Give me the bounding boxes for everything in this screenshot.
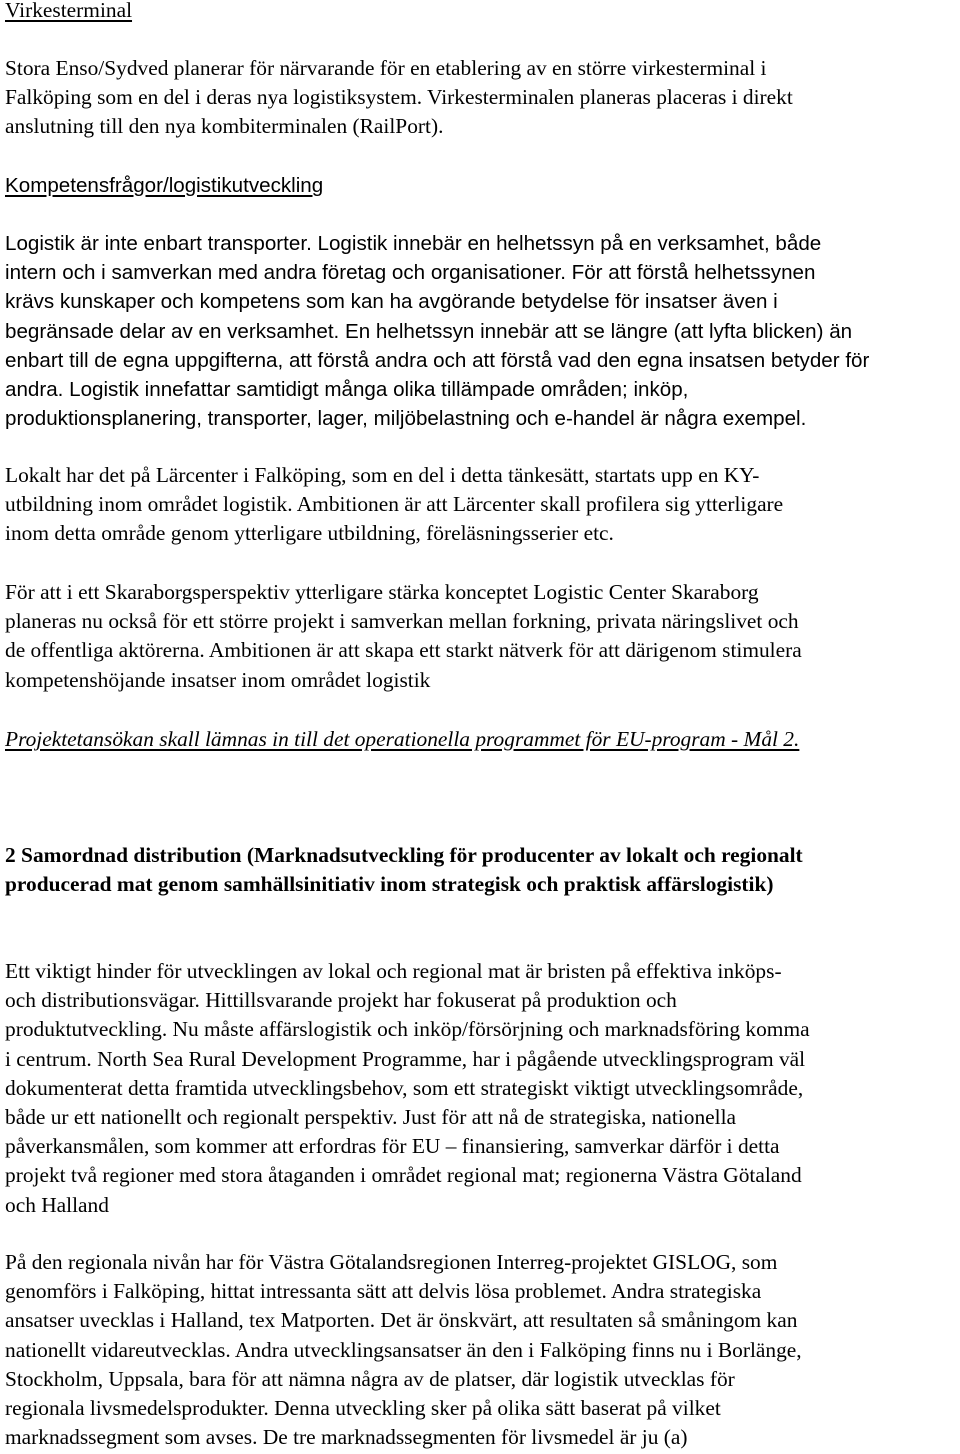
text-line: Stockholm, Uppsala, bara för att nämna några av de platser, där logistik utvecklas för	[5, 1366, 735, 1391]
text-line: Falköping som en del i deras nya logistiksystem. Virkesterminalen planeras placeras i direkt	[5, 85, 793, 110]
text-line: enbart till de egna uppgifterna, att förstå andra och att förstå vad den egna insatsen betyder för	[5, 348, 870, 372]
paragraph-regionala	[5, 1248, 802, 1452]
heading-section-2	[5, 841, 803, 899]
paragraph-lokalt	[5, 461, 783, 549]
text-line: genomförs i Falköping, hittat intressanta sätt att delvis lösa problemet. Andra strategiska	[5, 1279, 762, 1304]
text-line: Logistik är inte enbart transporter. Logistik innebär en helhetssyn på en verksamhet, både	[5, 232, 822, 255]
text-line: produktionsplanering, transporter, lager, miljöbelastning och e-handel är några exempel.	[5, 407, 807, 431]
text-line: ansatser uvecklas i Halland, tex Matporten. Det är önskvärt, att resultaten så småningom kan	[5, 1308, 798, 1333]
text-line: och distributionsvägar. Hittillsvarande projekt har fokuserat på produktion och	[5, 988, 677, 1013]
text-line: och Halland	[5, 1192, 109, 1217]
text-line: planeras nu också för ett större projekt i samverkan mellan forkning, privata näringslivet och	[5, 609, 799, 634]
paragraph-virkesterminal	[5, 54, 793, 142]
text-line: både ur ett nationellt och regionalt perspektiv. Just för att nå de strategiska, nationella	[5, 1105, 737, 1130]
heading-virkesterminal: Virkesterminal	[5, 0, 133, 22]
text-line: påverkansmålen, som kommer att erfordras för EU – finansiering, samverkar därför i detta	[5, 1134, 780, 1159]
text-line: projekt två regioner med stora åtaganden i området regional mat; regionerna Västra Götaland	[5, 1163, 802, 1188]
text-line: inom detta område genom ytterligare utbildning, föreläsningsserier etc.	[5, 521, 614, 546]
text-line: de offentliga aktörerna. Ambitionen är att skapa ett starkt nätverk för att därigenom stimulera	[5, 638, 802, 663]
heading-kompetens: Kompetensfrågor/logistikutveckling	[5, 174, 324, 197]
text-line: Ett viktigt hinder för utvecklingen av lokal och regional mat är bristen på effektiva inköps-	[5, 959, 782, 983]
text-line: intern och i samverkan med andra företag och organisationer. För att förstå helhetssynen	[5, 261, 816, 285]
text-line: nationellt vidareutvecklas. Andra utvecklingsansatser än den i Falköping finns nu i Borlänge,	[5, 1337, 802, 1362]
paragraph-skaraborg	[5, 578, 802, 695]
text-line: kompetenshöjande insatser inom området logistik	[5, 667, 431, 692]
text-line: dokumenterat detta framtida utvecklingsbehov, som ett strategiskt viktigt utvecklingsområde,	[5, 1075, 804, 1100]
text-line: produktutveckling. Nu måste affärslogistik och inköp/försörjning och marknadsföring komma	[5, 1017, 810, 1042]
note-eu-application: Projektetansökan skall lämnas in till det operationella programmet för EU-program - Mål 2.	[5, 727, 800, 751]
text-line: krävs kunskaper och kompetens som kan ha avgörande betydelse för insatser även i	[5, 290, 778, 314]
text-line: 2 Samordnad distribution (Marknadsutveckling för producenter av lokalt och regionalt	[5, 843, 803, 867]
text-line: För att i ett Skaraborgsperspektiv ytterligare stärka konceptet Logistic Center Skaraborg	[5, 580, 759, 604]
text-line: Lokalt har det på Lärcenter i Falköping, som en del i detta tänkesätt, startats upp en KY-	[5, 463, 760, 487]
paragraph-logistik	[5, 229, 869, 433]
text-line: andra. Logistik innefattar samtidigt många olika tillämpade områden; inköp,	[5, 378, 689, 402]
paragraph-hinder	[5, 957, 810, 1220]
text-line: producerad mat genom samhällsinitiativ inom strategisk och praktisk affärslogistik)	[5, 872, 774, 897]
text-line: utbildning inom området logistik. Ambitionen är att Lärcenter skall profilera sig ytterligare	[5, 492, 784, 517]
text-line: anslutning till den nya kombiterminalen (RailPort).	[5, 114, 444, 139]
text-line: marknadssegment som avses. De tre marknadssegmenten för livsmedel är ju (a)	[5, 1425, 688, 1450]
text-line: Stora Enso/Sydved planerar för närvarande för en etablering av en större virkesterminal i	[5, 56, 767, 80]
text-line: regionala livsmedelsprodukter. Denna utveckling sker på olika sätt baserat på vilket	[5, 1396, 721, 1421]
text-line: På den regionala nivån har för Västra Götalandsregionen Interreg-projektet GISLOG, som	[5, 1250, 778, 1274]
text-line: begränsade delar av en verksamhet. En helhetssyn innebär att se längre (att lyfta blicken) än	[5, 319, 853, 343]
text-line: i centrum. North Sea Rural Development Programme, har i pågående utvecklingsprogram väl	[5, 1046, 806, 1071]
